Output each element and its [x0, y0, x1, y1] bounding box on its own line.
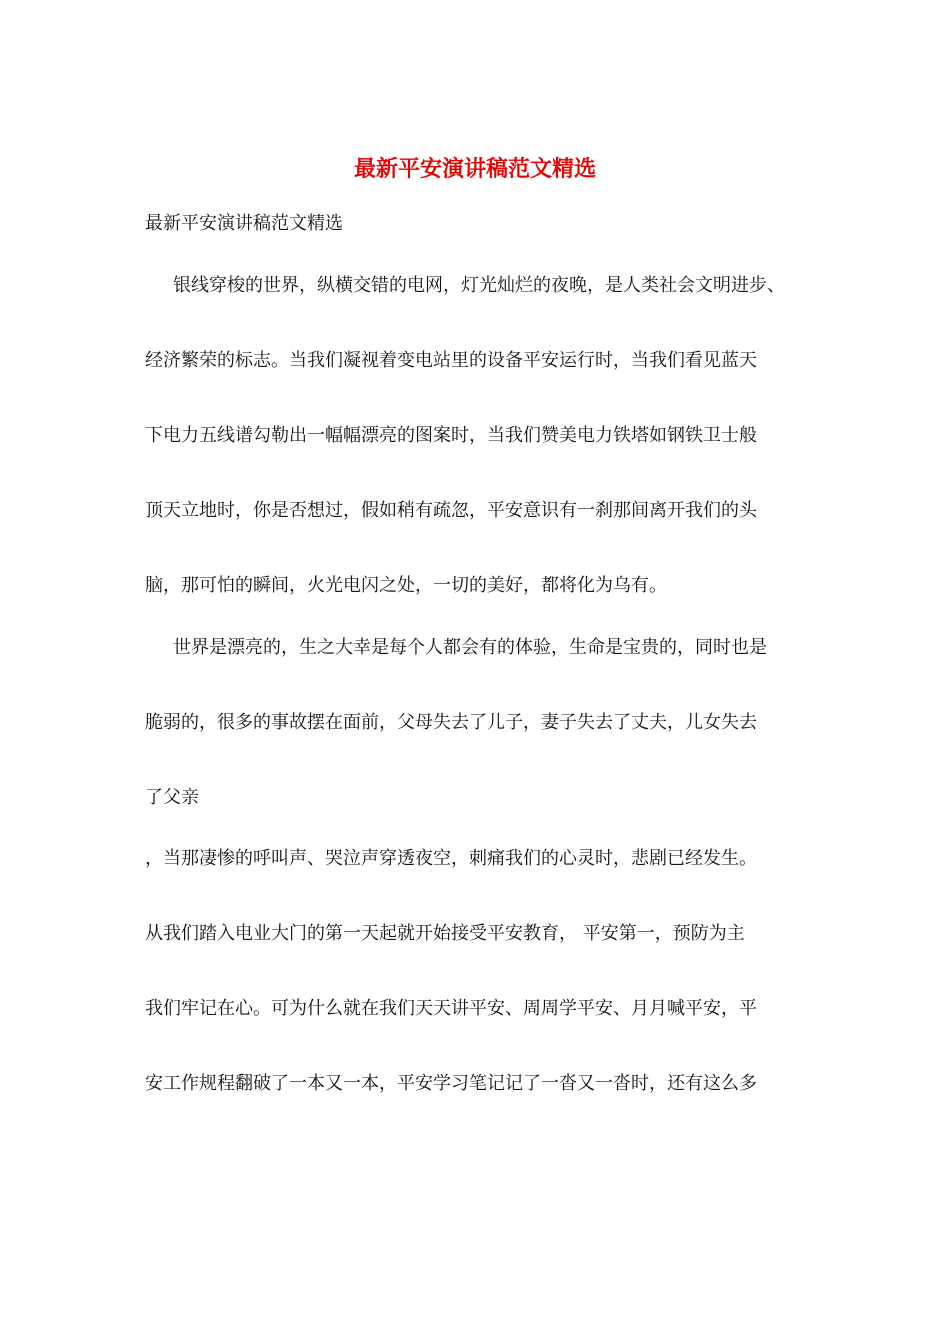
paragraph-line: 顶天立地时，你是否想过，假如稍有疏忽，平安意识有一刹那间离开我们的头 — [145, 500, 757, 521]
paragraph-line: 从我们踏入电业大门的第一天起就开始接受平安教育， 平安第一，预防为主 — [145, 923, 745, 944]
paragraph-line: 安工作规程翻破了一本又一本，平安学习笔记记了一沓又一沓时，还有这么多 — [145, 1073, 757, 1094]
paragraph-line: 脆弱的，很多的事故摆在面前，父母失去了儿子，妻子失去了丈夫，儿女失去 — [145, 712, 757, 733]
paragraph-line: ，当那凄惨的呼叫声、哭泣声穿透夜空，刺痛我们的心灵时，悲剧已经发生。 — [145, 848, 757, 869]
paragraph-line: 我们牢记在心。可为什么就在我们天天讲平安、周周学平安、月月喊平安，平 — [145, 998, 757, 1019]
document-subtitle: 最新平安演讲稿范文精选 — [145, 213, 343, 234]
paragraph-line: 经济繁荣的标志。当我们凝视着变电站里的设备平安运行时，当我们看见蓝天 — [145, 350, 757, 371]
document-title: 最新平安演讲稿范文精选 — [353, 156, 596, 182]
paragraph-line: 下电力五线谱勾勒出一幅幅漂亮的图案时，当我们赞美电力铁塔如钢铁卫士般 — [145, 425, 757, 446]
paragraph-line: 世界是漂亮的，生之大幸是每个人都会有的体验，生命是宝贵的，同时也是 — [173, 637, 767, 658]
paragraph-line: 脑，那可怕的瞬间，火光电闪之处，一切的美好，都将化为乌有。 — [145, 575, 667, 596]
paragraph-line: 银线穿梭的世界，纵横交错的电网，灯光灿烂的夜晚，是人类社会文明进步、 — [173, 275, 785, 296]
paragraph-line: 了父亲 — [145, 787, 199, 808]
